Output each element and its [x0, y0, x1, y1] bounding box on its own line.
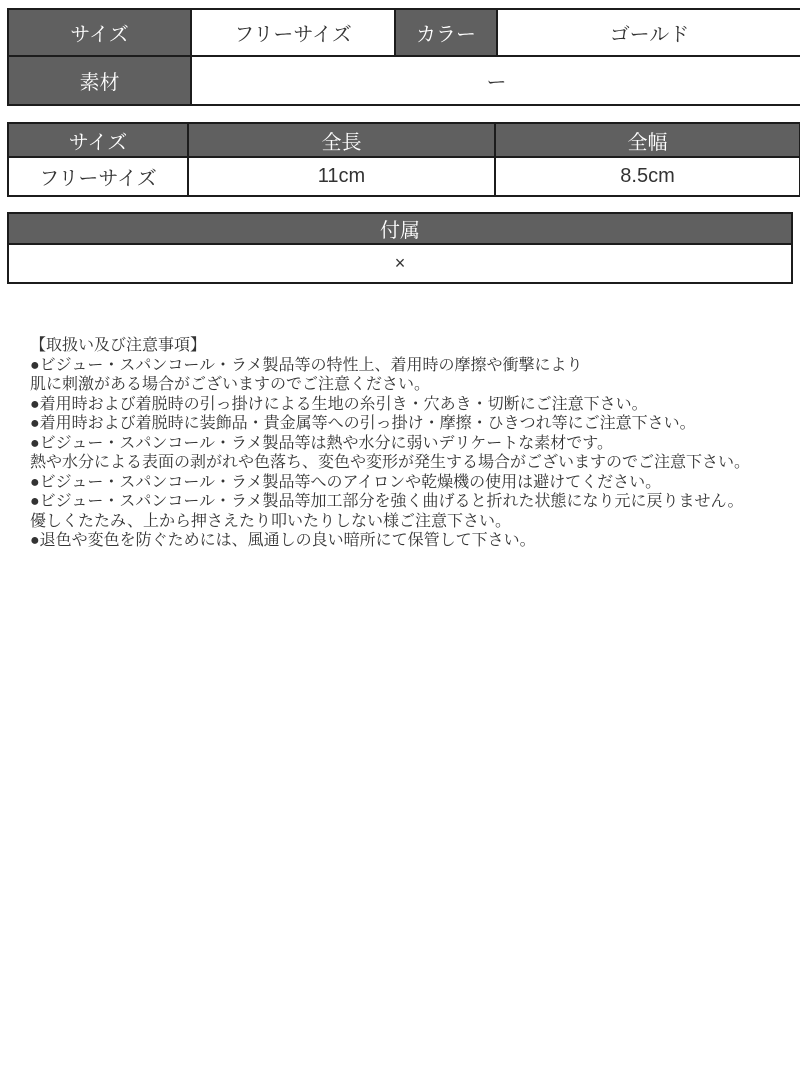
color-label-cell: カラー	[395, 9, 497, 56]
table-header-row	[8, 123, 800, 157]
material-value-cell: ー	[191, 56, 800, 105]
dimensions-table	[7, 122, 800, 197]
dimensions-length-value-cell: 11cm	[188, 157, 495, 196]
color-value-cell: ゴールド	[497, 9, 800, 56]
handling-notes-title: 【取扱い及び注意事項】	[30, 337, 207, 354]
handling-note-line: 優しくたたみ、上から押さえたり叩いたりしない様ご注意下さい。	[30, 512, 511, 530]
handling-notes	[30, 336, 800, 551]
handling-note-line: ●着用時および着脱時に装飾品・貴金属等への引っ掛け・摩擦・ひきつれ等にご注意下さい。	[30, 415, 696, 432]
size-label-cell: サイズ	[8, 9, 191, 56]
dimensions-width-value-cell: 8.5cm	[495, 157, 800, 196]
accessories-table	[7, 212, 793, 284]
material-label-cell: 素材	[8, 56, 191, 105]
handling-note-line: ●退色や変色を防ぐためには、風通しの良い暗所にて保管して下さい。	[30, 532, 536, 549]
handling-note-line: ●ビジュー・スパンコール・ラメ製品等の特性上、着用時の摩擦や衝撃により	[30, 356, 583, 374]
table-row	[8, 56, 800, 105]
table-header-row	[8, 213, 792, 244]
accessories-value-cell: ×	[8, 244, 792, 283]
size-value-cell: フリーサイズ	[191, 9, 395, 56]
size-color-material-table	[7, 8, 800, 106]
dimensions-width-header-cell: 全幅	[495, 123, 800, 157]
handling-note-line: 熱や水分による表面の剥がれや色落ち、変色や変形が発生する場合がございますのでご注意下さい。	[30, 454, 751, 471]
handling-note-line: ●ビジュー・スパンコール・ラメ製品等加工部分を強く曲げると折れた状態になり元に戻りません。	[30, 493, 744, 510]
dimensions-size-header-cell: サイズ	[8, 123, 188, 157]
dimensions-length-header-cell: 全長	[188, 123, 495, 157]
handling-note-line: ●着用時および着脱時の引っ掛けによる生地の糸引き・穴あき・切断にご注意下さい。	[30, 395, 648, 413]
handling-note-line: ●ビジュー・スパンコール・ラメ製品等へのアイロンや乾燥機の使用は避けてください。	[30, 473, 662, 491]
handling-note-line: ●ビジュー・スパンコール・ラメ製品等は熱や水分に弱いデリケートな素材です。	[30, 434, 613, 452]
dimensions-size-value-cell: フリーサイズ	[8, 157, 188, 196]
handling-note-line: 肌に刺激がある場合がございますのでご注意ください。	[30, 376, 431, 393]
accessories-header-cell: 付属	[8, 213, 792, 244]
table-row	[8, 9, 800, 56]
table-row	[8, 157, 800, 196]
table-row	[8, 244, 792, 283]
